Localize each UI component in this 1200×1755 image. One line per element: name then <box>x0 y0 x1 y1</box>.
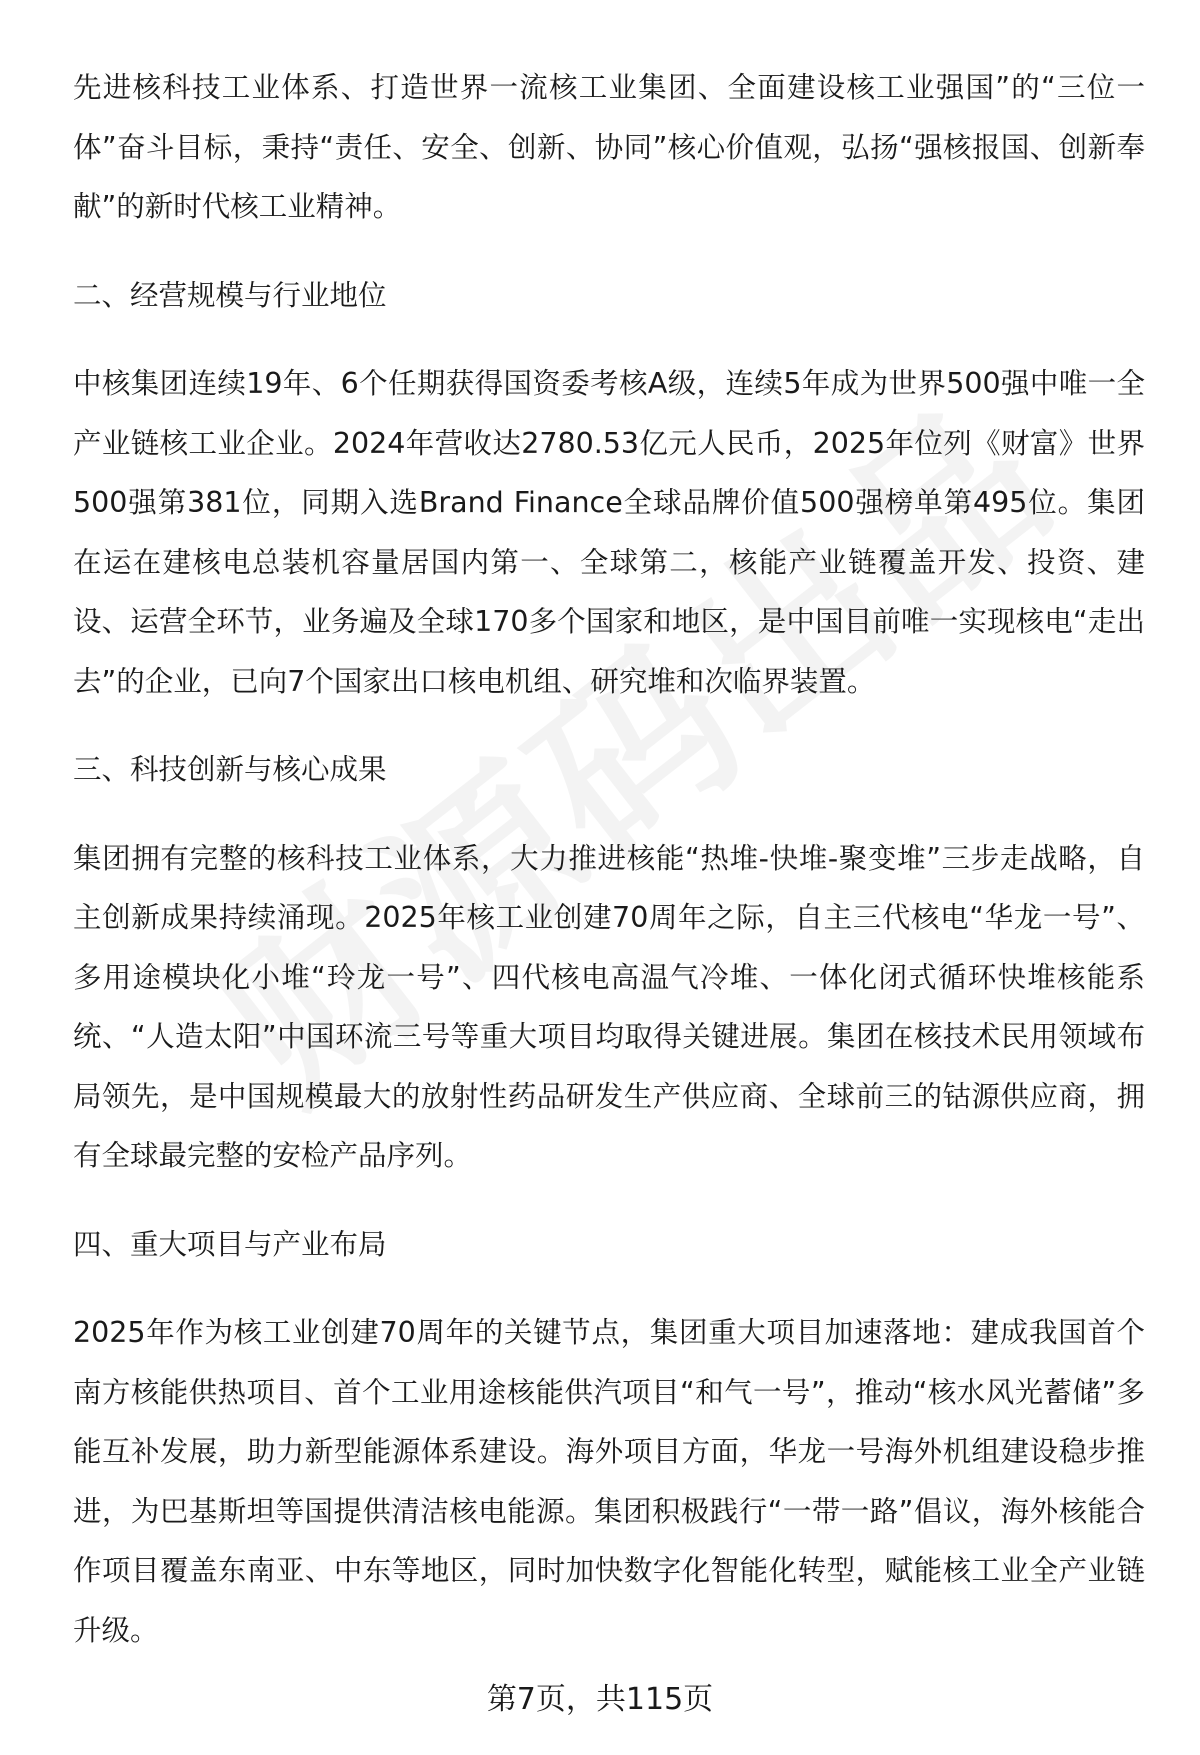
paragraph-intro-continued: 先进核科技工业体系、打造世界一流核工业集团、全面建设核工业强国”的“三位一体”奋斗目标，秉持“责任、安全、创新、协同”核心价值观，弘扬“强核报国、创新奉献”的新时代核工业精神。 <box>73 71 1145 223</box>
document-body <box>73 58 1145 1689</box>
paragraph-business-scale: 中核集团连续19年、6个任期获得国资委考核A级，连续5年成为世界500强中唯一全产业链核工业企业。2024年营收达2780.53亿元人民币，2025年位列《财富》世界500强第381位，同期入选Brand Finance全球品牌价值500强榜单第495位。集团在运在建核电总装机容量居国内第一、全球第二，核能产业链覆盖开发、投资、建设、运营全环节，业务遍及全球170多个国家和地区，是中国目前唯一实现核电“走出去”的企业，已向7个国家出口核电机组、研究堆和次临界装置。 <box>73 367 1145 698</box>
page-number: 第7页，共115页 <box>486 1682 714 1717</box>
section-heading-tech-innovation: 三、科技创新与核心成果 <box>73 753 387 786</box>
paragraph-tech-innovation: 集团拥有完整的核科技工业体系，大力推进核能“热堆-快堆-聚变堆”三步走战略，自主创新成果持续涌现。2025年核工业创建70周年之际，自主三代核电“华龙一号”、多用途模块化小堆“玲龙一号”、四代核电高温气冷堆、一体化闭式循环快堆核能系统、“人造太阳”中国环流三号等重大项目均取得关键进展。集团在核技术民用领域布局领先，是中国规模最大的放射性药品研发生产供应商、全球前三的钴源供应商，拥有全球最完整的安检产品序列。 <box>73 841 1145 1172</box>
paragraph-major-projects: 2025年作为核工业创建70周年的关键节点，集团重大项目加速落地：建成我国首个南方核能供热项目、首个工业用途核能供汽项目“和气一号”，推动“核水风光蓄储”多能互补发展，助力新型能源体系建设。海外项目方面，华龙一号海外机组建设稳步推进，为巴基斯坦等国提供清洁核电能源。集团积极践行“一带一路”倡议，海外核能合作项目覆盖东南亚、中东等地区，同时加快数字化智能化转型，赋能核工业全产业链升级。 <box>73 1316 1145 1647</box>
section-heading-business-scale: 二、经营规模与行业地位 <box>73 278 387 312</box>
section-heading-major-projects: 四、重大项目与产业布局 <box>73 1227 387 1261</box>
